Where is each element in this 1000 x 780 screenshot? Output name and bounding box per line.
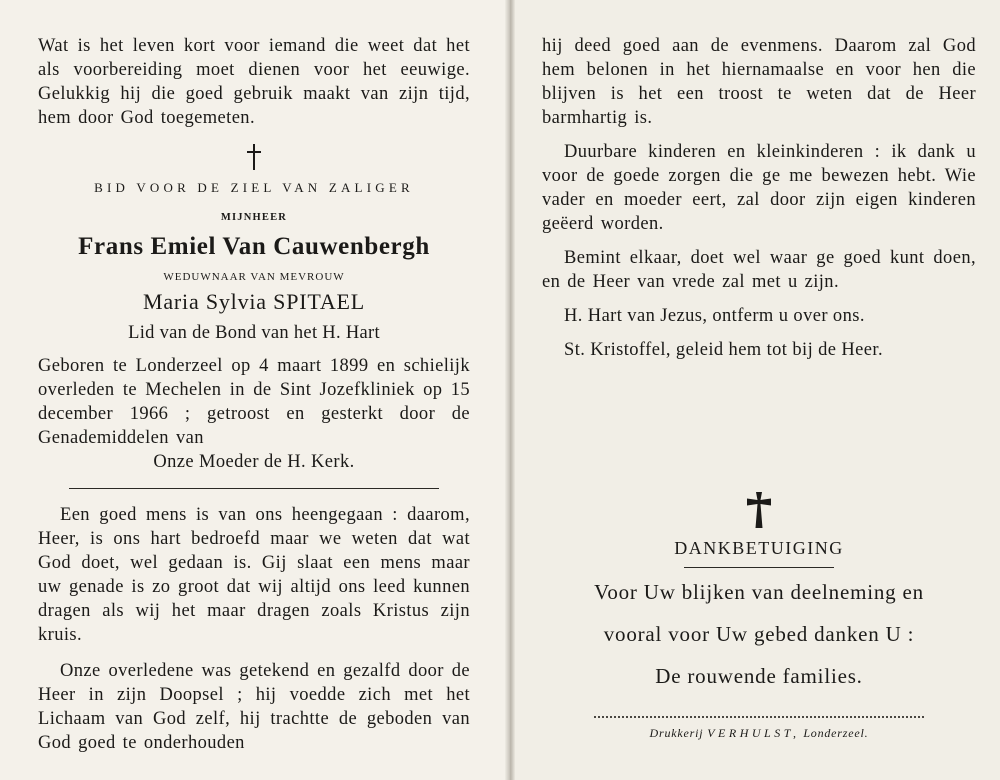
card-fold: [505, 0, 515, 780]
dankbetuiging-title: DANKBETUIGING: [674, 538, 844, 558]
paragraph-heengegaan: Een goed mens is van ons heengegaan : daarom, Heer, is ons hart bedroefd maar we weten dat wat God doet, wel gedaan is. Gij slaat een mens maar uw genade is zo groot dat wij altijd ons leed kunnen dragen als wij het maar dragen zoals Kristus zijn kruis.: [38, 505, 470, 645]
membership-text: Lid van de Bond van het H. Hart: [128, 323, 380, 343]
prayer-heart: H. Hart van Jezus, ontferm u over ons.: [564, 306, 865, 326]
dotted-divider: [594, 716, 924, 718]
paragraph-evenmens: hij deed goed aan de evenmens. Daarom zal God hem belonen in het hiernamaalse en voor hen die blijven is het een troost te weten dat de Heer barmhartig is.: [542, 36, 976, 128]
thanks-line-1: Voor Uw blijken van deelneming en: [594, 580, 924, 604]
spouse-name: Maria Sylvia SPITAEL: [143, 289, 365, 314]
mijnheer-label: MIJNHEER: [220, 212, 288, 223]
biography-text: Geboren te Londerzeel op 4 maart 1899 en schielijk overleden te Mechelen in de Sint Jozefkliniek op 15 december 1966 ; getroost en gesterkt door de Genademiddelen van: [38, 356, 470, 448]
thanks-line-3: De rouwende families.: [655, 664, 863, 688]
paragraph-overledene: Onze overledene was getekend en gezalfd door de Heer in zijn Doopsel ; hij voedde zich met het Lichaam van God zelf, hij trachtte de geboden van God goed te onderhouden: [38, 661, 470, 753]
prayer-kristoffel: St. Kristoffel, geleid hem tot bij de Heer.: [564, 340, 883, 360]
deceased-name: Frans Emiel Van Cauwenbergh: [78, 233, 430, 260]
right-page: [510, 0, 1000, 780]
intro-text: Wat is het leven kort voor iemand die weet dat het als voorbereiding moet dienen voor het eeuwige. Gelukkig hij die goed gebruik maakt van zijn tijd, hem door God toegemeten.: [38, 36, 470, 128]
latin-cross-icon: [244, 142, 264, 172]
biography-last-line: Onze Moeder de H. Kerk.: [153, 452, 355, 472]
paragraph-bemint: Bemint elkaar, doet wel waar ge goed kunt doen, en de Heer van vrede zal met u zijn.: [542, 248, 976, 292]
printer-line: [542, 726, 976, 741]
printer-name: VERHULST,: [707, 726, 800, 740]
printer-label: Drukkerij: [649, 726, 704, 740]
thanks-line-2: vooral voor Uw gebed danken U :: [603, 622, 915, 646]
paragraph-kinderen: Duurbare kinderen en kleinkinderen : ik dank u voor de goede zorgen die ge me bewezen hebt. Wie vader en moeder eert, zal door zijn eigen kinderen geëerd worden.: [542, 142, 976, 234]
cross-pattee-icon: [745, 490, 773, 530]
printer-place: Londerzeel.: [803, 726, 869, 740]
bid-heading: BID VOOR DE ZIEL VAN ZALIGER: [94, 180, 414, 195]
weduwnaar-label: WEDUWNAAR VAN MEVROUW: [163, 271, 345, 283]
divider-rule: [69, 488, 439, 489]
dank-divider: [684, 567, 834, 568]
